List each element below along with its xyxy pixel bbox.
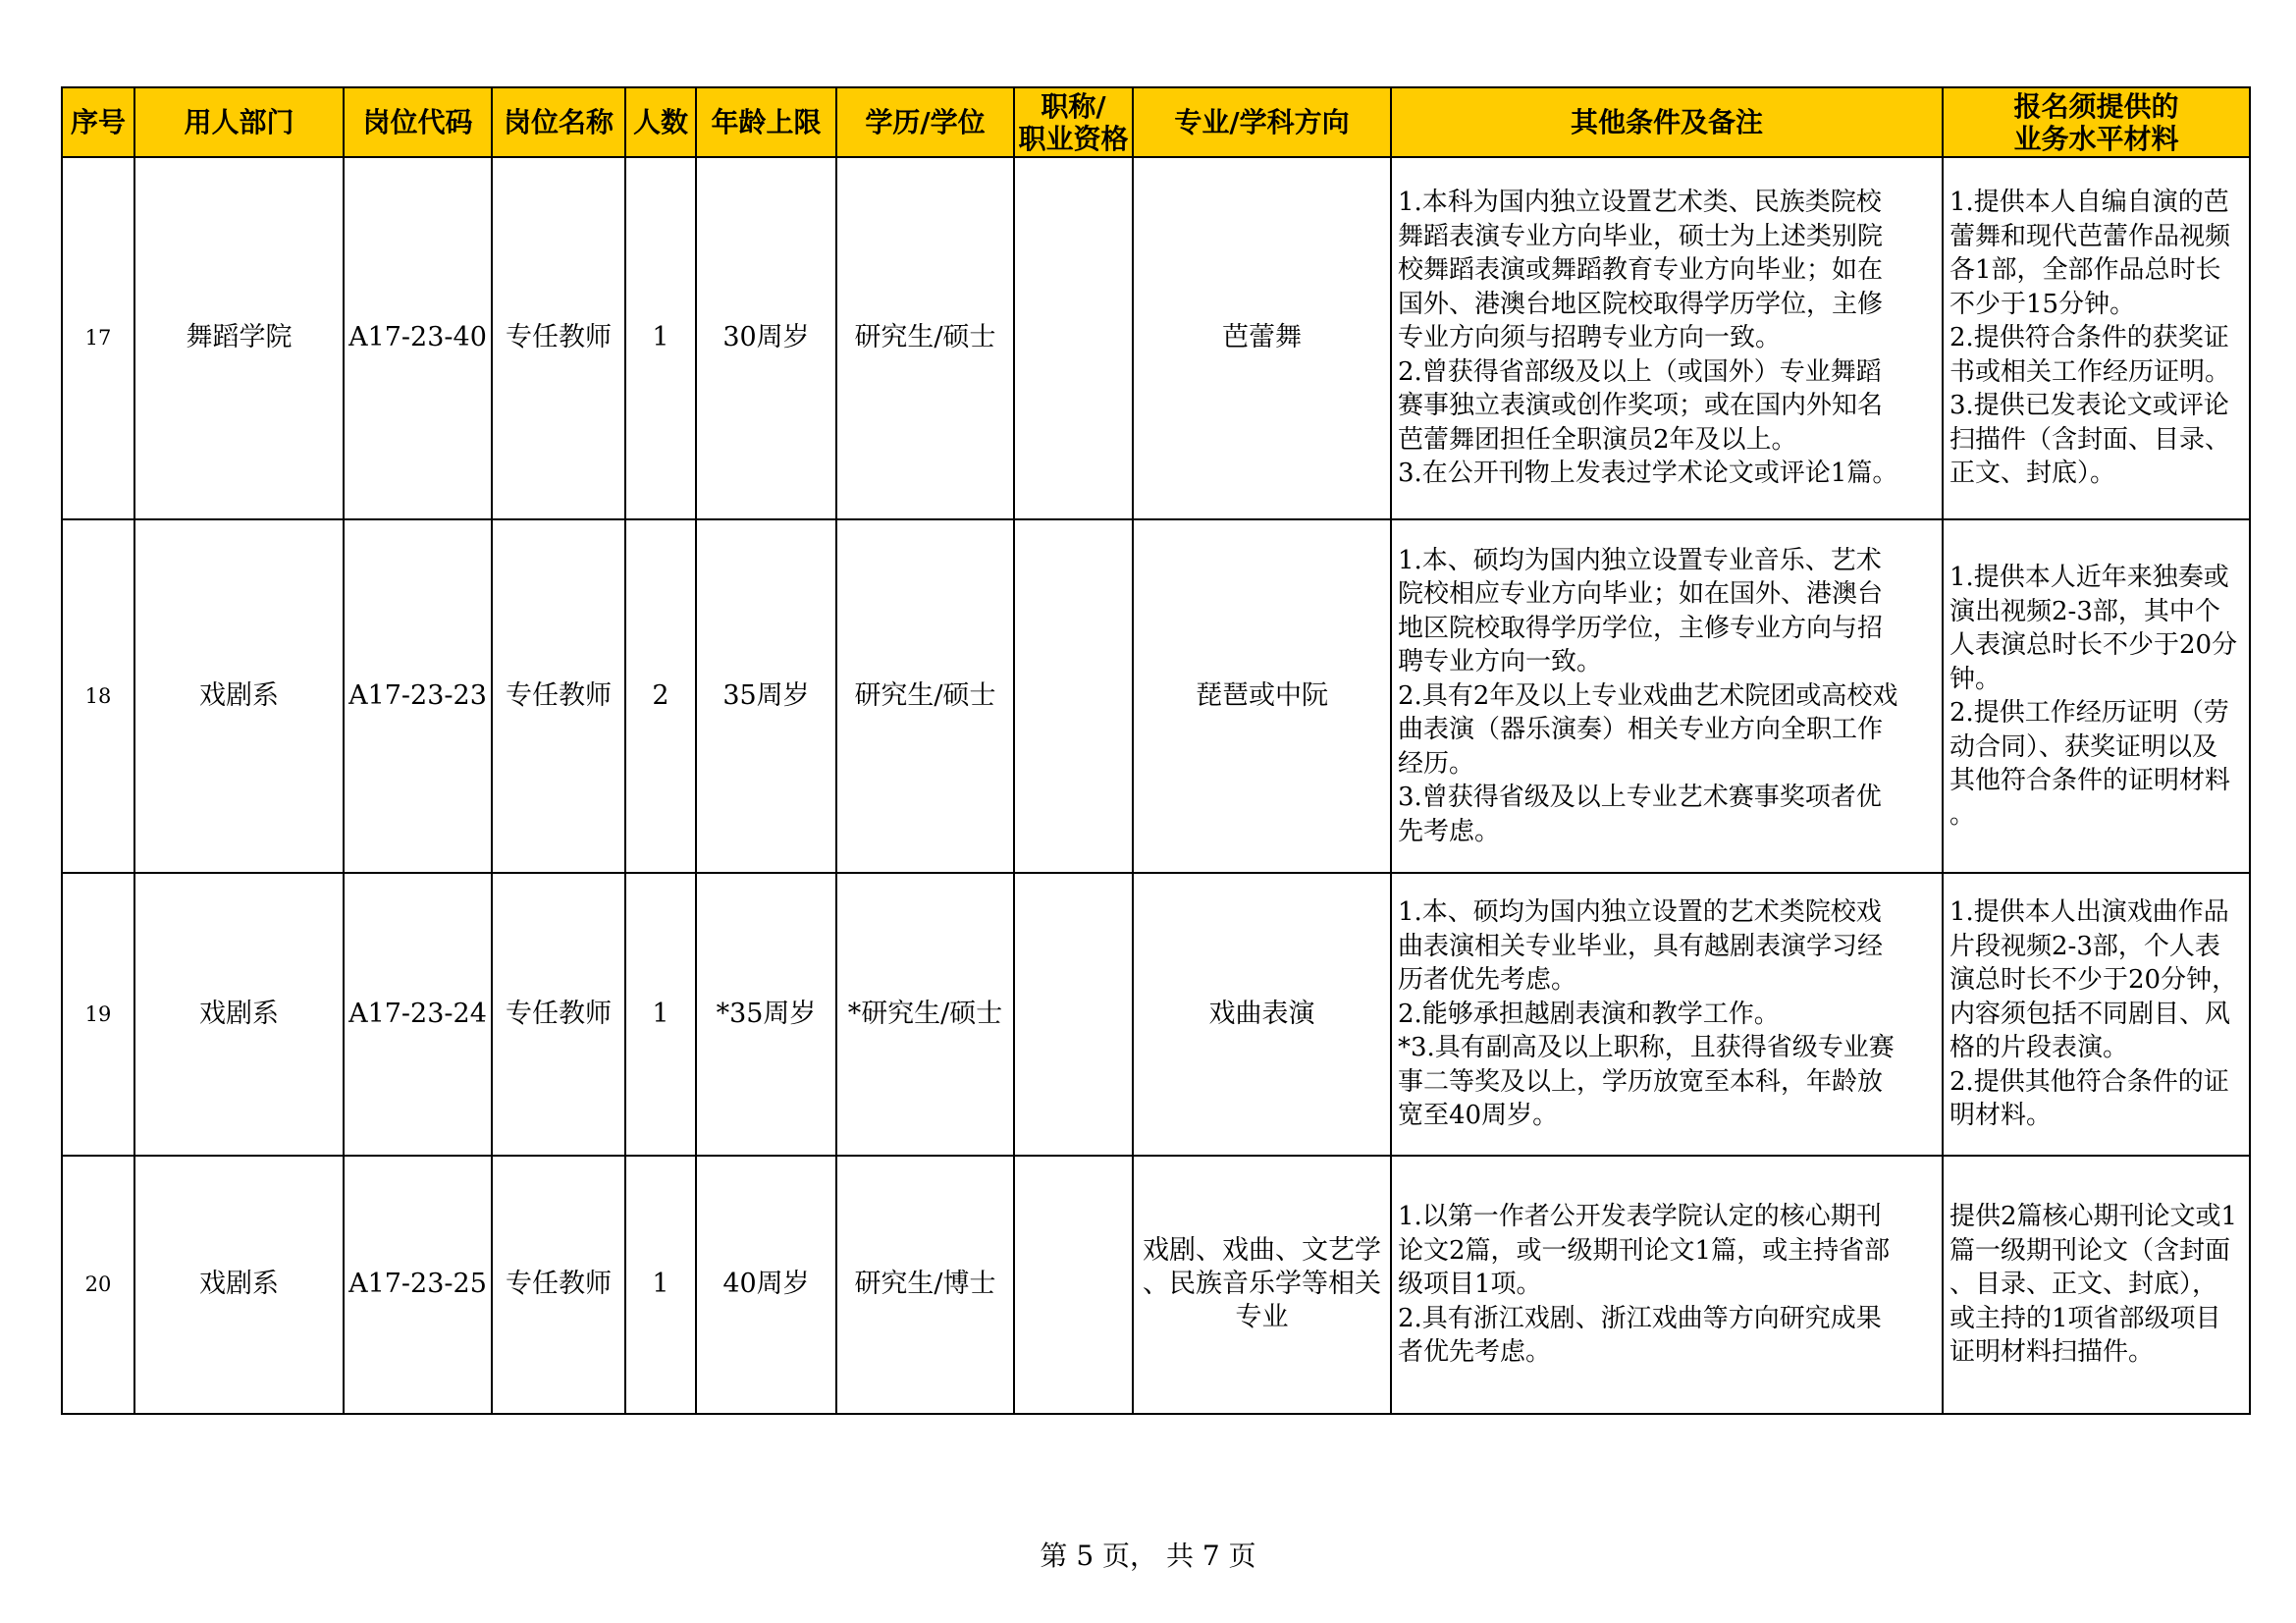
cell-line: 篇一级期刊论文（含封面 [1949, 1235, 2231, 1266]
cell-code: A17-23-40 [344, 157, 492, 519]
cell-line: 1.以第一作者公开发表学院认定的核心期刊 [1398, 1202, 1882, 1232]
cell-line: 宽至40周岁。 [1398, 1101, 1559, 1131]
cell-line: 正文、封底）。 [1949, 459, 2116, 489]
cell-materials [1943, 1156, 2250, 1414]
cell-line: 1.提供本人出演戏曲作品 [1949, 897, 2229, 928]
cell-age: 30周岁 [696, 157, 836, 519]
cell-age: 35周岁 [696, 519, 836, 874]
cell-line: 舞蹈表演专业方向毕业，硕士为上述类别院 [1398, 221, 1884, 251]
header-code: 岗位代码 [344, 87, 492, 157]
cell-line: 明材料。 [1949, 1101, 2053, 1131]
header-seq: 序号 [62, 87, 134, 157]
cell-line: 、民族音乐学等相关 [1143, 1269, 1381, 1300]
cell-dept: 舞蹈学院 [134, 157, 344, 519]
cell-count: 1 [625, 873, 696, 1155]
cell-code: A17-23-24 [344, 873, 492, 1155]
cell-line: 戏曲表演 [1208, 999, 1315, 1030]
cell-line: 者优先考虑。 [1398, 1337, 1552, 1368]
table-row [62, 519, 2250, 874]
cell-line: 、目录、正文、封底）， [1949, 1270, 2218, 1300]
cell-name: 专任教师 [492, 1156, 625, 1414]
cell-materials [1943, 157, 2250, 519]
recruitment-table [61, 86, 2251, 1415]
cell-title [1014, 519, 1133, 874]
cell-line: 事二等奖及以上，学历放宽至本科，年龄放 [1398, 1066, 1884, 1097]
cell-line: 2.提供工作经历证明（劳 [1949, 698, 2229, 729]
cell-line: 人表演总时长不少于20分 [1949, 630, 2238, 661]
cell-dept: 戏剧系 [134, 873, 344, 1155]
cell-line: 内容须包括不同剧目、风 [1949, 999, 2231, 1029]
cell-line: 各1部，全部作品总时长 [1949, 255, 2221, 286]
cell-line: 经历。 [1398, 748, 1475, 779]
cell-seq: 18 [62, 519, 134, 874]
cell-line: 地区院校取得学历学位，主修专业方向与招 [1398, 613, 1884, 643]
cell-line: 2.具有2年及以上专业戏曲艺术院团或高校戏 [1398, 680, 1898, 711]
cell-edu: 研究生/硕士 [836, 157, 1014, 519]
cell-title [1014, 157, 1133, 519]
cell-line: *3.具有副高及以上职称，且获得省级专业赛 [1398, 1033, 1895, 1063]
header-count: 人数 [625, 87, 696, 157]
cell-line: 钟。 [1949, 664, 2002, 694]
cell-major [1133, 873, 1391, 1155]
cell-major [1133, 157, 1391, 519]
cell-code: A17-23-25 [344, 1156, 492, 1414]
cell-count: 1 [625, 1156, 696, 1414]
cell-line: 芭蕾舞 [1222, 322, 1302, 353]
cell-line: 证明材料扫描件。 [1949, 1337, 2155, 1368]
cell-line: 演出视频2-3部，其中个 [1949, 596, 2220, 626]
page-number: 第 5 页， 共 7 页 [1040, 1540, 1256, 1572]
cell-line: 国外、港澳台地区院校取得学历学位，主修 [1398, 289, 1884, 319]
cell-count: 2 [625, 519, 696, 874]
header-dept: 用人部门 [134, 87, 344, 157]
cell-line: 其他符合条件的证明材料 [1949, 766, 2231, 796]
header-title-line2: 职业资格 [1018, 122, 1129, 155]
cell-name: 专任教师 [492, 519, 625, 874]
cell-line: 曲表演相关专业毕业，具有越剧表演学习经 [1398, 931, 1884, 961]
cell-edu: 研究生/博士 [836, 1156, 1014, 1414]
cell-line: 2.具有浙江戏剧、浙江戏曲等方向研究成果 [1398, 1303, 1882, 1333]
cell-line: 或主持的1项省部级项目 [1949, 1303, 2221, 1333]
header-title-line1: 职称/ [1041, 89, 1106, 123]
header-major: 专业/学科方向 [1133, 87, 1391, 157]
cell-line: 1.提供本人自编自演的芭 [1949, 188, 2229, 218]
cell-line: 级项目1项。 [1398, 1270, 1542, 1300]
cell-line: 。 [1949, 799, 1976, 830]
cell-line: 蕾舞和现代芭蕾作品视频 [1949, 221, 2231, 251]
header-materials [1943, 87, 2250, 157]
cell-line: 动合同）、获奖证明以及 [1949, 731, 2218, 762]
cell-other [1391, 873, 1943, 1155]
cell-line: 琵琶或中阮 [1196, 680, 1328, 712]
cell-title [1014, 1156, 1133, 1414]
cell-line: 校舞蹈表演或舞蹈教育专业方向毕业；如在 [1398, 255, 1884, 286]
header-materials-line2: 业务水平材料 [2013, 122, 2179, 155]
cell-name: 专任教师 [492, 157, 625, 519]
cell-line: 2.提供其他符合条件的证 [1949, 1066, 2229, 1097]
cell-dept: 戏剧系 [134, 519, 344, 874]
cell-name: 专任教师 [492, 873, 625, 1155]
cell-age: 40周岁 [696, 1156, 836, 1414]
cell-other [1391, 157, 1943, 519]
cell-line: 3.在公开刊物上发表过学术论文或评论1篇。 [1398, 459, 1898, 489]
cell-line: 专业 [1235, 1302, 1289, 1333]
table-row [62, 1156, 2250, 1414]
cell-line: 1.本、硕均为国内独立设置专业音乐、艺术 [1398, 545, 1882, 575]
cell-line: 2.能够承担越剧表演和教学工作。 [1398, 999, 1780, 1029]
cell-line: 2.提供符合条件的获奖证 [1949, 323, 2229, 353]
cell-seq: 20 [62, 1156, 134, 1414]
cell-line: 1.提供本人近年来独奏或 [1949, 563, 2229, 593]
cell-line: 院校相应专业方向毕业；如在国外、港澳台 [1398, 579, 1884, 610]
cell-line: 历者优先考虑。 [1398, 965, 1577, 996]
cell-line: 曲表演（器乐演奏）相关专业方向全职工作 [1398, 715, 1884, 745]
cell-line: 芭蕾舞团担任全职演员2年及以上。 [1398, 424, 1797, 455]
cell-line: 论文2篇，或一级期刊论文1篇，或主持省部 [1398, 1235, 1891, 1266]
cell-line: 3.提供已发表论文或评论 [1949, 391, 2229, 421]
header-row [62, 87, 2250, 157]
cell-line: 演总时长不少于20分钟， [1949, 965, 2238, 996]
cell-edu: *研究生/硕士 [836, 873, 1014, 1155]
cell-age: *35周岁 [696, 873, 836, 1155]
cell-line: 3.曾获得省级及以上专业艺术赛事奖项者优 [1398, 783, 1882, 813]
cell-materials [1943, 873, 2250, 1155]
cell-seq: 17 [62, 157, 134, 519]
cell-line: 片段视频2-3部，个人表 [1949, 931, 2220, 961]
header-materials-line1: 报名须提供的 [2013, 89, 2179, 123]
cell-major [1133, 519, 1391, 874]
cell-line: 戏剧、戏曲、文艺学 [1143, 1235, 1381, 1267]
cell-line: 不少于15分钟。 [1949, 289, 2136, 319]
cell-line: 1.本科为国内独立设置艺术类、民族类院校 [1398, 188, 1882, 218]
table-row [62, 157, 2250, 519]
cell-line: 提供2篇核心期刊论文或1 [1949, 1202, 2238, 1232]
cell-code: A17-23-23 [344, 519, 492, 874]
header-title [1014, 87, 1133, 157]
cell-other [1391, 1156, 1943, 1414]
header-other: 其他条件及备注 [1391, 87, 1943, 157]
cell-line: 赛事独立表演或创作奖项；或在国内外知名 [1398, 391, 1884, 421]
cell-line: 格的片段表演。 [1949, 1033, 2129, 1063]
cell-major [1133, 1156, 1391, 1414]
header-name: 岗位名称 [492, 87, 625, 157]
header-edu: 学历/学位 [836, 87, 1014, 157]
cell-line: 先考虑。 [1398, 816, 1501, 846]
cell-dept: 戏剧系 [134, 1156, 344, 1414]
cell-other [1391, 519, 1943, 874]
table-row [62, 873, 2250, 1155]
header-age: 年龄上限 [696, 87, 836, 157]
cell-line: 聘专业方向一致。 [1398, 647, 1603, 677]
cell-materials [1943, 519, 2250, 874]
cell-line: 书或相关工作经历证明。 [1949, 356, 2231, 387]
cell-line: 扫描件（含封面、目录、 [1949, 424, 2231, 455]
cell-line: 2.曾获得省部级及以上（或国外）专业舞蹈 [1398, 356, 1882, 387]
cell-edu: 研究生/硕士 [836, 519, 1014, 874]
cell-line: 专业方向须与招聘专业方向一致。 [1398, 323, 1782, 353]
cell-count: 1 [625, 157, 696, 519]
cell-line: 1.本、硕均为国内独立设置的艺术类院校戏 [1398, 897, 1882, 928]
cell-title [1014, 873, 1133, 1155]
cell-seq: 19 [62, 873, 134, 1155]
